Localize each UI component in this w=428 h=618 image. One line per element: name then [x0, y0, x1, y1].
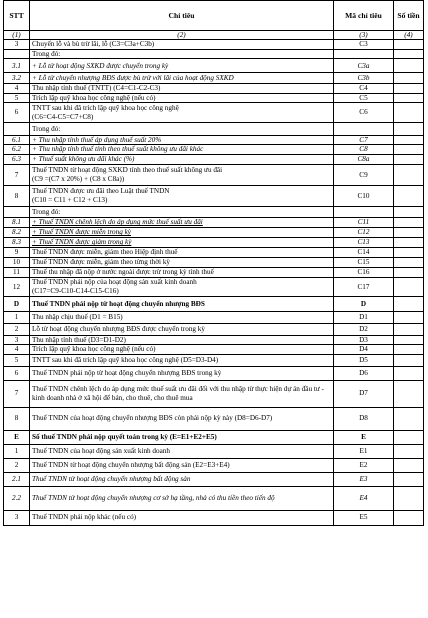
indicator-code: D5: [334, 354, 394, 366]
amount-cell: [394, 227, 424, 237]
indicator-label: Thuế TNDN của hoạt động chuyển nhượng BĐS còn phải nộp kỳ này (D8=D6-D7): [30, 407, 334, 430]
indicator-code: E2: [334, 458, 394, 472]
indicator-label: Thuế TNDN chênh lệch do áp dụng mức thuế suất ưu đãi đối với thu nhập từ thực hiện dự án đầu tư - kinh doanh nhà ở xã hội để bán, cho thuê, cho thuê mua: [30, 380, 334, 407]
amount-cell: [394, 486, 424, 510]
amount-cell: [394, 323, 424, 335]
indicator-label: + Thu nhập tính thuế tính theo thuế suất không ưu đãi khác: [30, 145, 334, 154]
table-row: [4, 296, 424, 311]
stt-cell: 1: [4, 444, 30, 458]
amount-cell: [394, 73, 424, 84]
tax-table-container: [3, 0, 424, 526]
indicator-code: E1: [334, 444, 394, 458]
stt-cell: 7: [4, 164, 30, 185]
indicator-label: Thuế TNDN từ hoạt động chuyển nhượng bất động sản (E2=E3+E4): [30, 458, 334, 472]
indicator-code: C5: [334, 93, 394, 102]
amount-cell: [394, 472, 424, 486]
indicator-label: Trong đó:: [30, 206, 334, 217]
amount-cell: [394, 458, 424, 472]
amount-cell: [394, 123, 424, 136]
indicator-label: Thuế TNDN từ hoạt động SXKD tính theo thuế suất không ưu đãi (C9 =(C7 x 20%) + (C8 x C8a)): [30, 164, 334, 185]
indicator-code: D4: [334, 345, 394, 354]
indicator-label: Thu nhập tính thuế (D3=D1-D2): [30, 335, 334, 344]
stt-cell: 2.1: [4, 472, 30, 486]
table-row: [4, 380, 424, 407]
indicator-label: Thuế TNDN phải nộp của hoạt động sản xuất kinh doanh (C17=C9-C10-C14-C15-C16): [30, 277, 334, 296]
table-row: [4, 311, 424, 323]
stt-cell: E: [4, 430, 30, 444]
indicator-code: D2: [334, 323, 394, 335]
stt-cell: 8: [4, 185, 30, 206]
column-number: (3): [334, 31, 394, 40]
indicator-label: Thuế TNDN phải nộp từ hoạt động chuyển nhượng BĐS trong kỳ: [30, 366, 334, 380]
indicator-label: Thuế TNDN từ hoạt động chuyển nhượng bất động sản: [30, 472, 334, 486]
indicator-code: C16: [334, 267, 394, 277]
amount-cell: [394, 430, 424, 444]
indicator-code: C15: [334, 257, 394, 267]
table-row: [4, 93, 424, 102]
stt-cell: 2: [4, 458, 30, 472]
indicator-label: + Lỗ từ hoạt động SXKD được chuyển trong kỳ: [30, 59, 334, 73]
indicator-label: Lỗ từ hoạt động chuyển nhượng BĐS được chuyển trong kỳ: [30, 323, 334, 335]
amount-cell: [394, 345, 424, 354]
table-row: [4, 323, 424, 335]
stt-cell: D: [4, 296, 30, 311]
indicator-code: D8: [334, 407, 394, 430]
indicator-label: Trích lập quỹ khoa học công nghệ (nếu có): [30, 345, 334, 354]
indicator-code: C8a: [334, 154, 394, 164]
table-row: [4, 430, 424, 444]
amount-cell: [394, 59, 424, 73]
indicator-code: C3: [334, 40, 394, 49]
amount-cell: [394, 247, 424, 257]
indicator-code: [334, 49, 394, 58]
amount-cell: [394, 354, 424, 366]
indicator-label: + Thu nhập tính thuế áp dụng thuế suất 20%: [30, 136, 334, 145]
amount-cell: [394, 40, 424, 49]
amount-cell: [394, 267, 424, 277]
indicator-code: C4: [334, 84, 394, 93]
stt-cell: 2.2: [4, 486, 30, 510]
stt-cell: 2: [4, 323, 30, 335]
indicator-label: Thuế thu nhập đã nộp ở nước ngoài được trừ trong kỳ tính thuế: [30, 267, 334, 277]
indicator-code: D7: [334, 380, 394, 407]
amount-cell: [394, 277, 424, 296]
amount-cell: [394, 185, 424, 206]
column-number-row: [4, 31, 424, 40]
stt-cell: 3: [4, 510, 30, 525]
stt-cell: 8.3: [4, 237, 30, 247]
table-row: [4, 227, 424, 237]
table-row: [4, 486, 424, 510]
amount-cell: [394, 145, 424, 154]
indicator-code: C3b: [334, 73, 394, 84]
amount-cell: [394, 257, 424, 267]
amount-cell: [394, 296, 424, 311]
indicator-label: Thu nhập tính thuế (TNTT) (C4=C1-C2-C3): [30, 84, 334, 93]
indicator-code: D6: [334, 366, 394, 380]
amount-cell: [394, 84, 424, 93]
amount-cell: [394, 311, 424, 323]
header-stt: STT: [4, 1, 30, 31]
table-row: [4, 510, 424, 525]
indicator-code: D: [334, 296, 394, 311]
table-row: [4, 407, 424, 430]
indicator-code: C6: [334, 103, 394, 123]
indicator-label: + Thuế suất không ưu đãi khác (%): [30, 154, 334, 164]
stt-cell: 3.1: [4, 59, 30, 73]
table-row: [4, 366, 424, 380]
stt-cell: [4, 49, 30, 58]
table-row: [4, 123, 424, 136]
stt-cell: 8.1: [4, 217, 30, 227]
amount-cell: [394, 154, 424, 164]
table-row: [4, 267, 424, 277]
header-so-tien: Số tiền: [394, 1, 424, 31]
indicator-label: Trong đó:: [30, 49, 334, 58]
amount-cell: [394, 206, 424, 217]
header-ma-chi-tieu: Mã chỉ tiêu: [334, 1, 394, 31]
table-row: [4, 59, 424, 73]
indicator-code: C9: [334, 164, 394, 185]
amount-cell: [394, 164, 424, 185]
indicator-label: Thuế TNDN được miễn, giảm theo Hiệp định thuế: [30, 247, 334, 257]
indicator-code: C8: [334, 145, 394, 154]
stt-cell: 5: [4, 93, 30, 102]
amount-cell: [394, 93, 424, 102]
table-row: [4, 136, 424, 145]
stt-cell: 3.2: [4, 73, 30, 84]
indicator-label: Thu nhập chịu thuế (D1 = B15): [30, 311, 334, 323]
indicator-label: Chuyển lỗ và bù trừ lãi, lỗ (C3=C3a+C3b): [30, 40, 334, 49]
indicator-code: C10: [334, 185, 394, 206]
table-row: [4, 335, 424, 344]
table-row: [4, 154, 424, 164]
stt-cell: 4: [4, 84, 30, 93]
indicator-label: TNTT sau khi đã trích lập quỹ khoa học công nghệ (C6=C4-C5=C7+C8): [30, 103, 334, 123]
indicator-label: + Thuế TNDN được giảm trong kỳ: [30, 237, 334, 247]
table-row: [4, 458, 424, 472]
indicator-label: TNTT sau khi đã trích lập quỹ khoa học công nghệ (D5=D3-D4): [30, 354, 334, 366]
table-row: [4, 103, 424, 123]
indicator-label: + Lỗ từ chuyển nhượng BĐS được bù trừ với lãi của hoạt động SXKD: [30, 73, 334, 84]
indicator-label: + Thuế TNDN được miễn trong kỳ: [30, 227, 334, 237]
table-row: [4, 217, 424, 227]
stt-cell: 6.2: [4, 145, 30, 154]
stt-cell: [4, 123, 30, 136]
indicator-code: [334, 206, 394, 217]
stt-cell: [4, 206, 30, 217]
table-row: [4, 277, 424, 296]
indicator-code: C13: [334, 237, 394, 247]
stt-cell: 9: [4, 247, 30, 257]
indicator-label: Số thuế TNDN phải nộp quyết toán trong kỳ (E=E1+E2+E5): [30, 430, 334, 444]
indicator-code: E: [334, 430, 394, 444]
indicator-code: C12: [334, 227, 394, 237]
header-row: [4, 1, 424, 31]
stt-cell: 7: [4, 380, 30, 407]
indicator-label: Thuế TNDN phải nộp từ hoạt động chuyển nhượng BĐS: [30, 296, 334, 311]
amount-cell: [394, 49, 424, 58]
table-row: [4, 237, 424, 247]
stt-cell: 8: [4, 407, 30, 430]
column-number: (4): [394, 31, 424, 40]
stt-cell: 1: [4, 311, 30, 323]
indicator-label: Thuế TNDN của hoạt động sản xuất kinh doanh: [30, 444, 334, 458]
indicator-label: Thuế TNDN từ hoạt động chuyển nhượng cơ sở hạ tầng, nhà có thu tiền theo tiến độ: [30, 486, 334, 510]
indicator-label: Thuế TNDN phải nộp khác (nếu có): [30, 510, 334, 525]
table-row: [4, 73, 424, 84]
tax-table: [3, 0, 424, 526]
indicator-label: Thuế TNDN được miễn, giảm theo từng thời kỳ: [30, 257, 334, 267]
stt-cell: 6.1: [4, 136, 30, 145]
indicator-code: C11: [334, 217, 394, 227]
table-row: [4, 185, 424, 206]
stt-cell: 12: [4, 277, 30, 296]
amount-cell: [394, 366, 424, 380]
indicator-code: C17: [334, 277, 394, 296]
table-row: [4, 145, 424, 154]
amount-cell: [394, 237, 424, 247]
table-row: [4, 206, 424, 217]
amount-cell: [394, 217, 424, 227]
indicator-label: + Thuế TNDN chênh lệch do áp dụng mức thuế suất ưu đãi: [30, 217, 334, 227]
indicator-label: Thuế TNDN được ưu đãi theo Luật thuế TNDN (C10 = C11 + C12 + C13): [30, 185, 334, 206]
stt-cell: 5: [4, 354, 30, 366]
amount-cell: [394, 136, 424, 145]
table-row: [4, 84, 424, 93]
indicator-code: E4: [334, 486, 394, 510]
table-row: [4, 472, 424, 486]
indicator-code: E3: [334, 472, 394, 486]
indicator-label: Trong đó:: [30, 123, 334, 136]
stt-cell: 10: [4, 257, 30, 267]
tax-table-body: [4, 1, 424, 526]
table-row: [4, 345, 424, 354]
amount-cell: [394, 510, 424, 525]
table-row: [4, 257, 424, 267]
header-chi-tieu: Chỉ tiêu: [30, 1, 334, 31]
indicator-code: E5: [334, 510, 394, 525]
stt-cell: 6.3: [4, 154, 30, 164]
stt-cell: 6: [4, 103, 30, 123]
indicator-code: D3: [334, 335, 394, 344]
stt-cell: 6: [4, 366, 30, 380]
amount-cell: [394, 407, 424, 430]
table-row: [4, 444, 424, 458]
amount-cell: [394, 103, 424, 123]
indicator-code: D1: [334, 311, 394, 323]
indicator-code: C7: [334, 136, 394, 145]
stt-cell: 4: [4, 345, 30, 354]
stt-cell: 11: [4, 267, 30, 277]
amount-cell: [394, 335, 424, 344]
indicator-label: Trích lập quỹ khoa học công nghệ (nếu có): [30, 93, 334, 102]
table-row: [4, 354, 424, 366]
indicator-code: C14: [334, 247, 394, 257]
stt-cell: 3: [4, 335, 30, 344]
column-number: (2): [30, 31, 334, 40]
indicator-code: C3a: [334, 59, 394, 73]
table-row: [4, 164, 424, 185]
stt-cell: 8.2: [4, 227, 30, 237]
amount-cell: [394, 380, 424, 407]
table-row: [4, 49, 424, 58]
indicator-code: [334, 123, 394, 136]
amount-cell: [394, 444, 424, 458]
table-row: [4, 247, 424, 257]
stt-cell: 3: [4, 40, 30, 49]
table-row: [4, 40, 424, 49]
column-number: (1): [4, 31, 30, 40]
